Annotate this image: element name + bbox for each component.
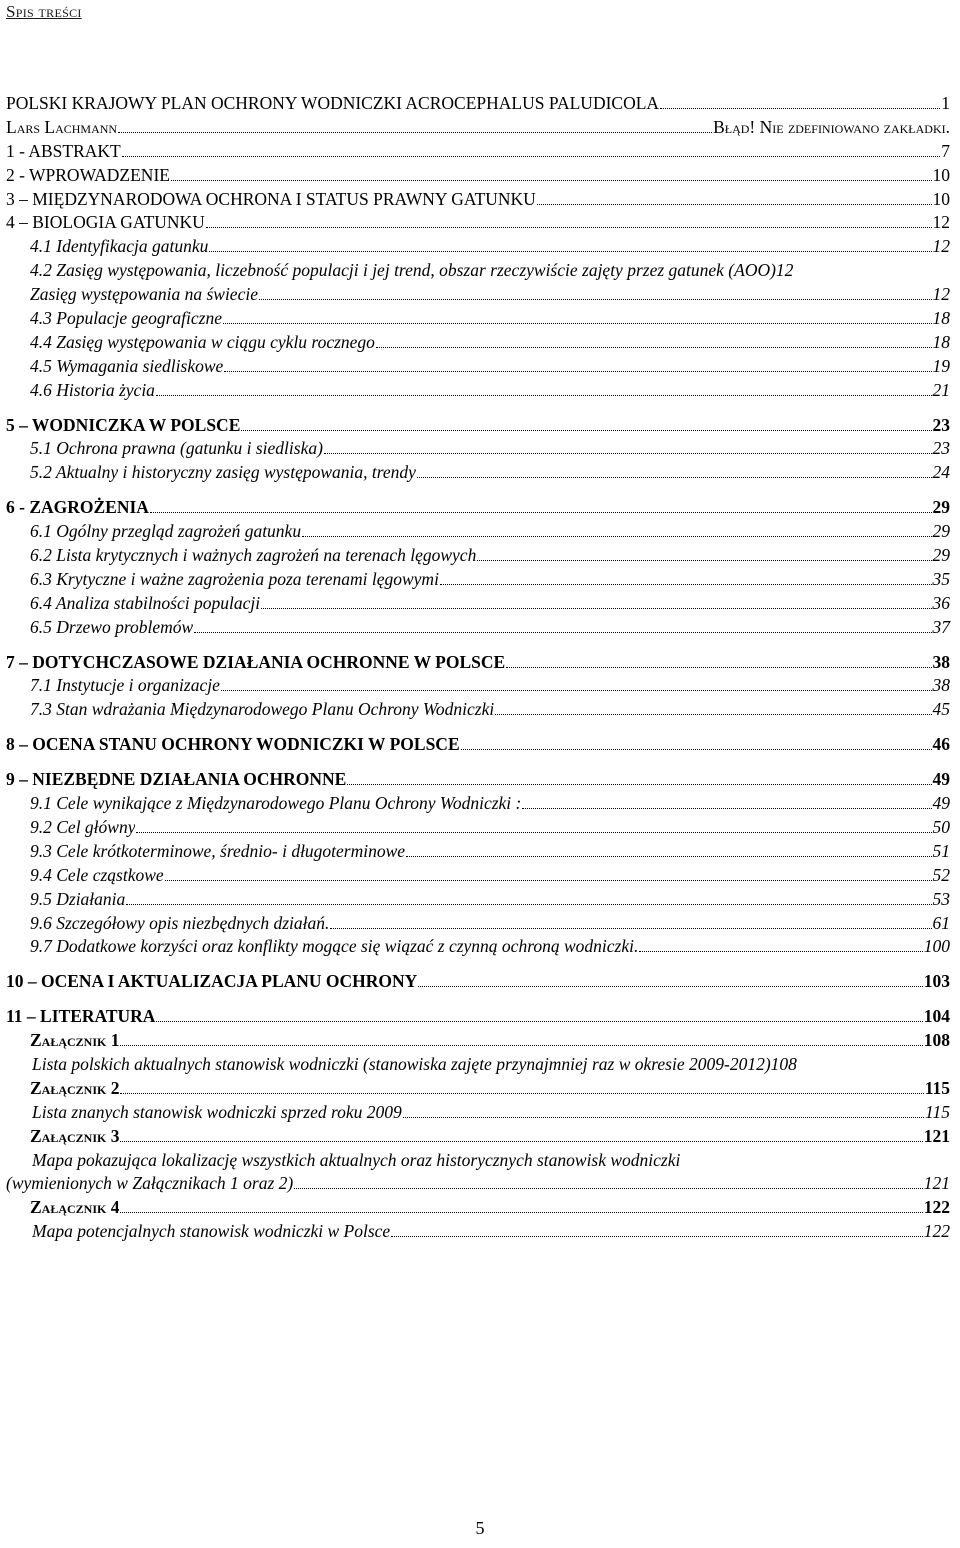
leader-dots <box>406 856 931 857</box>
leader-dots <box>206 227 932 228</box>
toc-entry-label: 4 – BIOLOGIA GATUNKU <box>6 212 205 233</box>
toc-entry-4-3[interactable] <box>6 307 950 331</box>
toc-entry-6-3[interactable] <box>6 568 950 592</box>
toc-entry-6[interactable] <box>6 496 950 520</box>
toc-entry-label: (wymienionych w Załącznikach 1 oraz 2) <box>6 1173 294 1194</box>
toc-entry-label: 7.1 Instytucje i organizacje <box>30 675 220 696</box>
leader-dots <box>136 832 931 833</box>
toc-page-number: 18 <box>932 308 950 329</box>
toc-entry-11[interactable] <box>6 1005 950 1029</box>
toc-page-number: 115 <box>925 1101 950 1122</box>
toc-page-number: 121 <box>923 1173 950 1194</box>
toc-entry-label: Mapa potencjalnych stanowisk wodniczki w Polsce <box>32 1221 391 1242</box>
toc-entry-label: 6.4 Analiza stabilności populacji <box>30 592 261 613</box>
leader-dots <box>120 1093 923 1094</box>
leader-dots <box>403 1117 924 1118</box>
leader-dots <box>477 560 931 561</box>
toc-page-number: 61 <box>932 912 950 933</box>
toc-entry-label: 6.2 Lista krytycznych i ważnych zagrożeń na terenach lęgowych <box>30 545 477 566</box>
toc-page-number: 49 <box>932 769 950 790</box>
table-of-contents <box>6 92 950 1244</box>
leader-dots <box>506 667 931 668</box>
leader-dots <box>522 808 931 809</box>
leader-dots <box>120 1045 922 1046</box>
leader-dots <box>150 512 932 513</box>
toc-page-number: 122 <box>923 1197 950 1218</box>
toc-entry-label: 9.6 Szczegółowy opis niezbędnych działań. <box>30 912 330 933</box>
toc-page-number: 12 <box>932 236 950 257</box>
toc-page-number: 49 <box>932 793 950 814</box>
toc-entry-annex-2-desc[interactable] <box>6 1101 950 1125</box>
toc-entry-6-4[interactable] <box>6 592 950 616</box>
toc-entry-6-1[interactable] <box>6 520 950 544</box>
toc-entry-label: 9.4 Cele cząstkowe <box>30 864 164 885</box>
toc-entry-4[interactable] <box>6 211 950 235</box>
toc-entry-label: 6.3 Krytyczne i ważne zagrożenia poza terenami lęgowymi <box>30 568 439 589</box>
toc-page-number: 51 <box>932 840 950 861</box>
toc-entry-1[interactable] <box>6 140 950 164</box>
toc-entry-label: Załącznik 2 <box>30 1077 120 1098</box>
toc-heading: Spis treści <box>6 2 82 21</box>
toc-entry-9-4[interactable] <box>6 864 950 888</box>
leader-dots <box>391 1236 923 1237</box>
toc-page-number: 45 <box>932 699 950 720</box>
leader-dots <box>223 323 932 324</box>
toc-entry-7-3[interactable] <box>6 698 950 722</box>
toc-entry-annex-2[interactable] <box>6 1077 950 1101</box>
leader-dots <box>221 690 932 691</box>
toc-entry-4-2-sub[interactable] <box>6 283 950 307</box>
leader-dots <box>126 904 931 905</box>
toc-page-number: 108 <box>923 1030 950 1051</box>
toc-page-number: 23 <box>932 438 950 459</box>
toc-page-number: 21 <box>932 379 950 400</box>
leader-dots <box>156 395 932 396</box>
toc-entry-label: 9.5 Działania <box>30 888 126 909</box>
toc-entry-label: 6.1 Ogólny przegląd zagrożeń gatunku <box>30 521 302 542</box>
toc-entry-label: 5.2 Aktualny i historyczny zasięg występowania, trendy <box>30 462 416 483</box>
toc-entry-9-6[interactable] <box>6 912 950 936</box>
toc-error-text: Błąd! Nie zdefiniowano zakładki. <box>713 116 950 137</box>
toc-entry-label: Lars Lachmann <box>6 116 118 137</box>
toc-entry-9[interactable] <box>6 768 950 792</box>
toc-entry-annex-1[interactable] <box>6 1029 950 1053</box>
toc-entry-9-5[interactable] <box>6 888 950 912</box>
leader-dots <box>330 928 931 929</box>
toc-entry-label: 1 - ABSTRAKT <box>6 140 121 161</box>
toc-entry-label: Lista polskich aktualnych stanowisk wodniczki (stanowiska zajęte przynajmniej raz w okresie 2009-2012) <box>32 1053 771 1074</box>
toc-entry-7[interactable] <box>6 651 950 675</box>
toc-entry-label: Lista znanych stanowisk wodniczki sprzed roku 2009 <box>32 1101 402 1122</box>
toc-entry-4-1[interactable] <box>6 235 950 259</box>
toc-entry-label: 4.5 Wymagania siedliskowe <box>30 355 224 376</box>
leader-dots <box>324 453 932 454</box>
toc-entry-label: 6 - ZAGROŻENIA <box>6 497 149 518</box>
toc-page-number: 24 <box>932 462 950 483</box>
toc-entry-10[interactable] <box>6 970 950 994</box>
leader-dots <box>417 477 932 478</box>
leader-dots <box>209 251 931 252</box>
toc-entry-label: 11 – LITERATURA <box>6 1006 156 1027</box>
toc-entry-label: Załącznik 3 <box>30 1125 120 1146</box>
toc-page-number: 35 <box>932 568 950 589</box>
toc-entry-2[interactable] <box>6 164 950 188</box>
toc-page-number: 10 <box>932 164 950 185</box>
toc-entry-annex-4-desc[interactable] <box>6 1220 950 1244</box>
leader-dots <box>376 347 932 348</box>
leader-dots <box>165 880 932 881</box>
toc-entry-9-2[interactable] <box>6 816 950 840</box>
leader-dots <box>261 608 931 609</box>
toc-entry-label: 9.2 Cel główny <box>30 816 136 837</box>
toc-entry-3[interactable] <box>6 188 950 212</box>
toc-entry-label: 10 – OCENA I AKTUALIZACJA PLANU OCHRONY <box>6 971 418 992</box>
toc-page-number: 52 <box>932 864 950 885</box>
toc-page-number: 1 <box>941 93 950 113</box>
toc-entry-annex-3-desc-line1[interactable] <box>6 1149 950 1173</box>
toc-page-number: 29 <box>932 545 950 566</box>
toc-page-number: 36 <box>932 592 950 613</box>
toc-page-number: 29 <box>932 521 950 542</box>
toc-entry-label: 9.7 Dodatkowe korzyści oraz konflikty mogące się wiązać z czynną ochroną wodniczki. <box>30 936 639 957</box>
toc-page-number: 12 <box>932 212 950 233</box>
leader-dots <box>194 632 931 633</box>
toc-entry-4-5[interactable] <box>6 355 950 379</box>
toc-page-number: 50 <box>932 816 950 837</box>
leader-dots <box>440 584 932 585</box>
toc-page-number: 7 <box>941 140 950 161</box>
toc-page-number: 23 <box>932 414 950 435</box>
toc-entry-label: 9.3 Cele krótkoterminowe, średnio- i długoterminowe <box>30 840 406 861</box>
toc-entry-label: Mapa pokazująca lokalizację wszystkich aktualnych oraz historycznych stanowisk wodniczki <box>32 1149 681 1170</box>
leader-dots <box>537 204 932 205</box>
toc-entry-author[interactable] <box>6 116 950 140</box>
toc-entry-label: POLSKI KRAJOWY PLAN OCHRONY WODNICZKI ACROCEPHALUS PALUDICOLA <box>6 93 660 113</box>
toc-page-number: 53 <box>932 888 950 909</box>
toc-page-number: 12 <box>932 284 950 305</box>
toc-page-number: 29 <box>932 497 950 518</box>
toc-entry-label: 5 – WODNICZKA W POLSCE <box>6 414 241 435</box>
toc-entry-6-5[interactable] <box>6 616 950 640</box>
toc-entry-4-4[interactable] <box>6 331 950 355</box>
toc-page-number: 10 <box>932 188 950 209</box>
toc-entry-6-2[interactable] <box>6 544 950 568</box>
leader-dots <box>660 108 940 109</box>
toc-page-number: 12 <box>775 260 794 281</box>
toc-entry-annex-3[interactable] <box>6 1125 950 1149</box>
toc-entry-5-2[interactable] <box>6 461 950 485</box>
toc-entry-label: 8 – OCENA STANU OCHRONY WODNICZKI W POLSCE <box>6 734 460 755</box>
toc-page-number: 38 <box>932 675 950 696</box>
toc-page-number: 37 <box>932 616 950 637</box>
toc-entry-label: 7 – DOTYCHCZASOWE DZIAŁANIA OCHRONNE W POLSCE <box>6 651 506 672</box>
toc-entry-4-6[interactable] <box>6 379 950 403</box>
toc-entry-annex-4[interactable] <box>6 1196 950 1220</box>
toc-entry-label: 4.1 Identyfikacja gatunku <box>30 236 209 257</box>
toc-page-number: 19 <box>932 355 950 376</box>
leader-dots <box>302 536 931 537</box>
leader-dots <box>241 430 931 431</box>
toc-entry-label: Załącznik 4 <box>30 1197 120 1218</box>
toc-entry-label: 2 - WPROWADZENIE <box>6 164 170 185</box>
toc-page-number: 100 <box>923 936 950 957</box>
toc-entry-label: 5.1 Ochrona prawna (gatunku i siedliska) <box>30 438 323 459</box>
toc-entry-label: Zasięg występowania na świecie <box>30 284 258 305</box>
toc-entry-label: 3 – MIĘDZYNARODOWA OCHRONA I STATUS PRAWNY GATUNKU <box>6 188 536 209</box>
toc-entry-label: Załącznik 1 <box>30 1030 120 1051</box>
toc-entry-label: 4.3 Populacje geograficzne <box>30 308 222 329</box>
leader-dots <box>120 1212 922 1213</box>
leader-dots <box>156 1021 922 1022</box>
page-number: 5 <box>475 1518 485 1538</box>
toc-entry-label: 9.1 Cele wynikające z Międzynarodowego Planu Ochrony Wodniczki : <box>30 793 522 814</box>
leader-dots <box>294 1188 923 1189</box>
toc-entry-5[interactable] <box>6 414 950 438</box>
leader-dots <box>461 749 932 750</box>
toc-entry-4-2[interactable] <box>6 259 950 283</box>
toc-entry-7-1[interactable] <box>6 674 950 698</box>
leader-dots <box>495 714 931 715</box>
toc-entry-9-1[interactable] <box>6 792 950 816</box>
toc-entry-annex-3-desc-line2[interactable] <box>6 1172 950 1196</box>
toc-entry-label: 4.2 Zasięg występowania, liczebność populacji i jej trend, obszar rzeczywiście zajęty przez gatunek (AOO) <box>30 260 776 281</box>
leader-dots <box>639 951 922 952</box>
toc-entry-title[interactable] <box>6 92 950 116</box>
toc-entry-9-3[interactable] <box>6 840 950 864</box>
leader-dots <box>118 132 712 133</box>
toc-entry-label: 7.3 Stan wdrażania Międzynarodowego Planu Ochrony Wodniczki <box>30 699 495 720</box>
toc-page-number: 103 <box>923 971 950 992</box>
leader-dots <box>418 986 922 987</box>
toc-entry-label: 9 – NIEZBĘDNE DZIAŁANIA OCHRONNE <box>6 769 347 790</box>
toc-entry-label: 4.6 Historia życia <box>30 379 155 400</box>
toc-page-number: 46 <box>932 734 950 755</box>
toc-page-number: 38 <box>932 651 950 672</box>
toc-page-number: 108 <box>770 1053 797 1074</box>
toc-entry-label: 6.5 Drzewo problemów <box>30 616 194 637</box>
toc-page-number: 121 <box>923 1125 950 1146</box>
leader-dots <box>259 299 932 300</box>
toc-entry-8[interactable] <box>6 733 950 757</box>
toc-entry-9-7[interactable] <box>6 935 950 959</box>
leader-dots <box>347 784 931 785</box>
leader-dots <box>120 1141 922 1142</box>
leader-dots <box>224 371 931 372</box>
toc-entry-label: 4.4 Zasięg występowania w ciągu cyklu rocznego <box>30 331 375 352</box>
toc-page-number: 104 <box>923 1006 950 1027</box>
leader-dots <box>122 156 941 157</box>
toc-page-number: 122 <box>923 1221 950 1242</box>
toc-page-number: 18 <box>932 331 950 352</box>
toc-entry-5-1[interactable] <box>6 437 950 461</box>
leader-dots <box>171 180 932 181</box>
toc-page-number: 115 <box>924 1077 950 1098</box>
toc-entry-annex-1-desc[interactable] <box>6 1053 950 1077</box>
